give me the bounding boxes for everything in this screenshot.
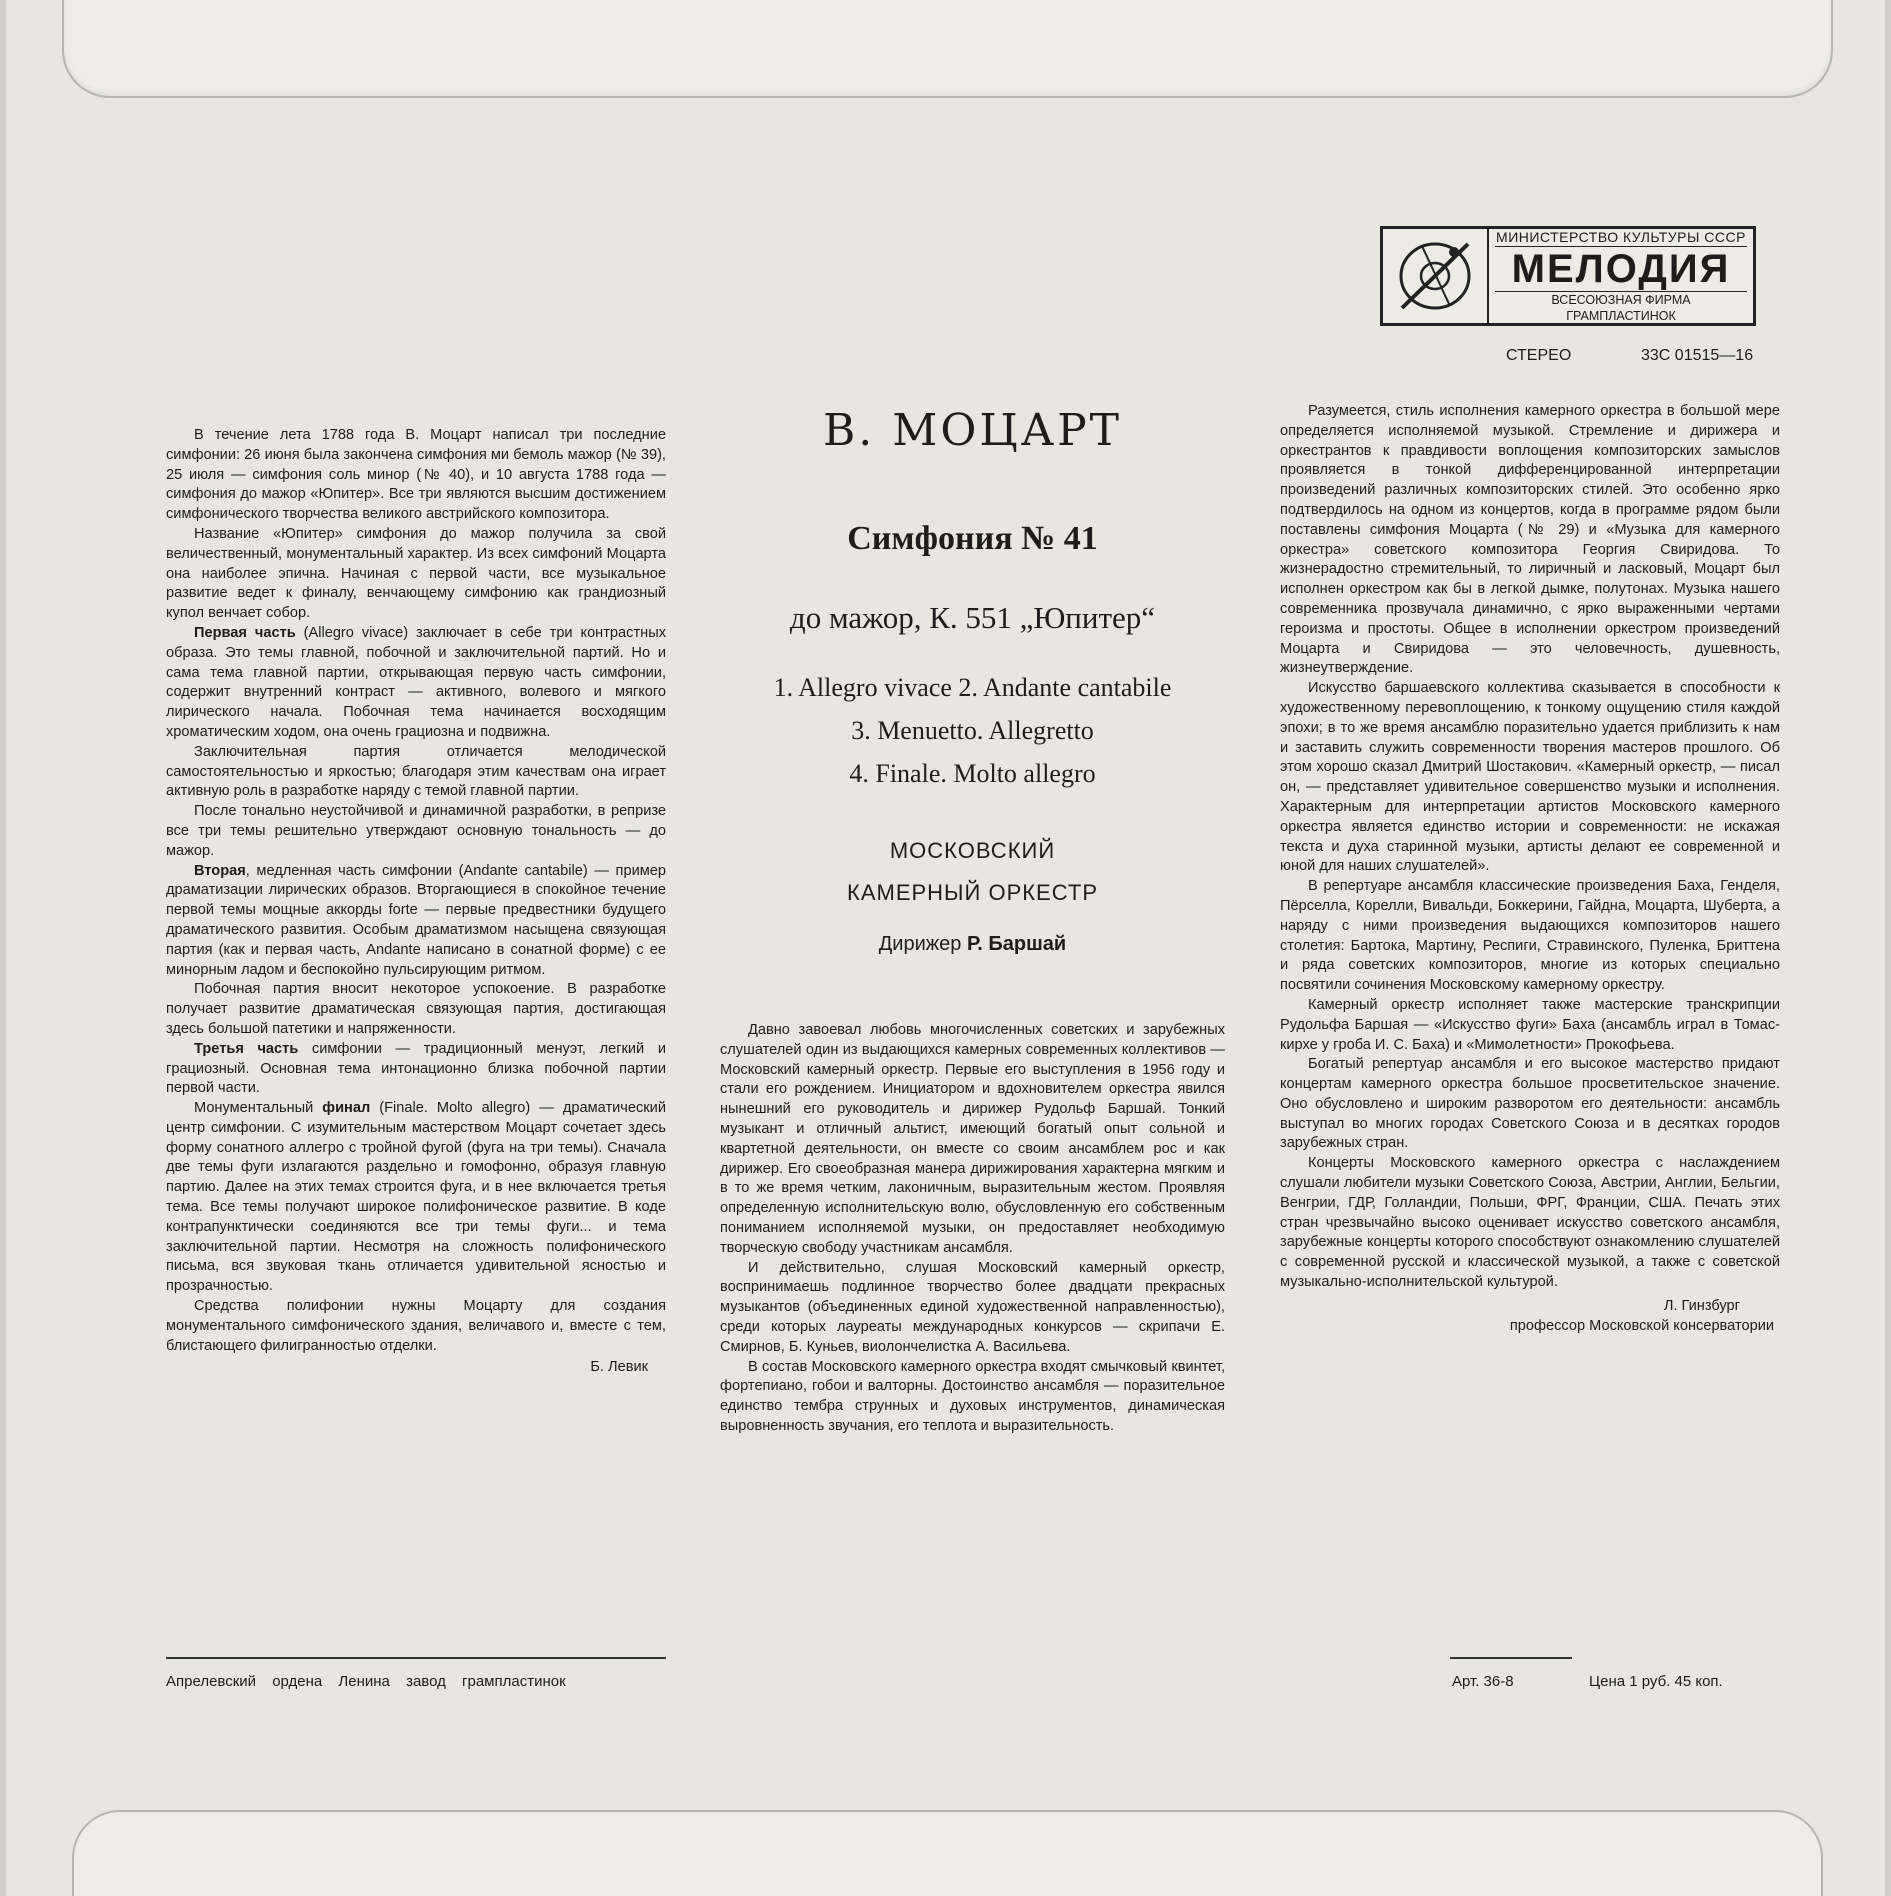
brand-name: МЕЛОДИЯ: [1511, 247, 1731, 291]
firm-text: ВСЕСОЮЗНАЯ ФИРМА ГРАМПЛАСТИНОК: [1495, 291, 1747, 324]
notes-column-right: [1280, 402, 1780, 1336]
movements-line-3: 4. Finale. Molto allegro: [849, 759, 1096, 788]
paragraph: Богатый репертуар ансамбля и его высокое мастерство придают концертам камерного оркестра большое просветительское значение. Оно обусловлено и широким разворотом его деятельности: ансамбль выступал во многих городах Советского Союза и в десятках городов зарубежных стран.: [1280, 1056, 1780, 1152]
composer-name: В. МОЦАРТ: [822, 405, 1123, 456]
signature-levik: Б. Левик: [590, 1359, 648, 1376]
orchestra-line-2: КАМЕРНЫЙ ОРКЕСТР: [847, 880, 1098, 905]
bold-term: Третья часть: [194, 1040, 299, 1057]
bold-term: Вторая: [194, 862, 246, 879]
paragraph: Камерный оркестр исполняет также мастерские транскрипции Рудольфа Баршая — «Искусство фуги» Баха (ансамбль играл в Томас-кирхе у гроба И. С. Баха) и «Мимолетности» Прокофьева.: [1280, 996, 1780, 1053]
sleeve-top-flap: [62, 0, 1833, 98]
notes-column-left: [166, 426, 666, 1378]
symphony-key: до мажор, К. 551 „Юпитер“: [789, 600, 1156, 635]
price: Цена 1 руб. 45 коп.: [1589, 1673, 1723, 1690]
paragraph: В течение лета 1788 года В. Моцарт написал три последние симфонии: 26 июня была закончена симфония ми бемоль мажор (№ 39), 25 июля — симфония соль минор (№ 40), и 10 августа 1788 года — симфония до мажор «Юпитер». Все три являются высшим достижением симфонического творчества великого австрийского композитора.: [166, 427, 666, 523]
bold-term: финал: [322, 1100, 371, 1117]
paragraph: Средства полифонии нужны Моцарту для создания монументального симфонического здания, величавого и, вместе с тем, блистающего филигранностью отделки.: [166, 1298, 666, 1354]
paragraph: Третья часть симфонии — традиционный менуэт, легкий и грациозный. Основная тема интонационно близка побочной партии первой части.: [166, 1040, 666, 1097]
signature-title: профессор Московской консерватории: [1509, 1317, 1774, 1334]
paragraph: Монументальный финал (Finale. Molto allegro) — драматический центр симфонии. С изумительным мастерством Моцарт сочетает здесь форму сонатного аллегро с тройной фугой (фуга на три темы). Сначала две темы фуги излагаются раздельно и гомофонно, образуя главную партию. Далее на этих темах строится фуга, и в нее включается третья тема. Все темы получают широкое полифоническое развитие. В коде контрапунктически соединяются все три темы фуги... и тема заключительной партии. Несмотря на сложность полифонического письма, вся звуковая ткань отличается удивительной ясностью и прозрачностью.: [166, 1100, 666, 1295]
paragraph: Заключительная партия отличается мелодической самостоятельностью и яркостью; благодаря этим качествам она играет активную роль в разработке наряду с темой главной партии.: [166, 743, 666, 800]
movements-line-1: 1. Allegro vivace 2. Andante cantabile: [773, 673, 1172, 702]
paragraph: В репертуаре ансамбля классические произведения Баха, Генделя, Пёрселла, Корелли, Вивальди, Боккерини, Гайдна, Моцарта, Шуберта, а наряду с ними произведения выдающихся композиторов нашего столетия: Бартока, Мартину, Респиги, Стравинского, Пуленка, Бриттена и ряда советских композиторов, многие из которых специально посвятили сочинения Московскому камерному оркестру.: [1280, 878, 1780, 994]
sleeve-bottom-flap: [72, 1810, 1823, 1896]
ministry-text: МИНИСТЕРСТВО КУЛЬТУРЫ СССР: [1496, 229, 1746, 245]
movements-line-2: 3. Menuetto. Allegretto: [851, 716, 1094, 745]
paragraph: После тонально неустойчивой и динамичной разработки, в репризе все три темы решительно утверждают основную тональность — до мажор.: [166, 803, 666, 859]
catalog-number: 33С 01515—16: [1641, 347, 1754, 364]
pressing-plant: Апрелевский ордена Ленина завод грампластинок: [166, 1673, 566, 1690]
paragraph: Побочная партия вносит некоторое успокоение. В разработке получает развитие драматическая связующая партия, достигающая здесь большой патетики и напряженности.: [166, 981, 666, 1037]
paragraph: Концерты Московского камерного оркестра с наслаждением слушали любители музыки Советского Союза, Австрии, Англии, Бельгии, Венгрии, ГДР, Голландии, Польши, ФРГ, Франции, США. Печать этих стран чрезвычайно высоко оценивает искусство советского ансамбля, зарубежные концерты которого способствуют ознакомлению слушателей с современной русской и классической музыкой, а также с советской музыкально-исполнительской культурой.: [1280, 1155, 1780, 1291]
orchestra-line-1: МОСКОВСКИЙ: [889, 838, 1056, 863]
sleeve-edge-right: [1885, 0, 1891, 1896]
paragraph: Вторая, медленная часть симфонии (Andante cantabile) — пример драматизации лирических образов. Вторгающиеся в спокойное течение первой темы мощные аккорды forte — первые предвестники будущего драматического развития. Особым драматизмом насыщена связующая партия (как и первая часть, Andante написано в сонатной форме) с ее минорным ладом и беспокойно пульсирующим ритмом.: [166, 862, 666, 978]
conductor: [700, 933, 1245, 956]
signature-ginzburg: Л. Гинзбург: [1663, 1297, 1740, 1314]
melodiya-emblem-icon: [1383, 229, 1489, 323]
paragraph: Давно завоевал любовь многочисленных советских и зарубежных слушателей один из выдающихся камерных современных коллективов — Московский камерный оркестр. Первые его выступления в 1956 году и стали его рождением. Инициатором и вдохновителем оркестра явился нынешний его руководитель и дирижер Рудольф Баршай. Тонкий музыкант и отличный альтист, имеющий богатый опыт сольной и квартетной деятельности, он вместе со своим ансамблем рос и как дирижер. Его своеобразная манера дирижирования характерна мягким и в то же время четким, лаконичным, выразительным жестом. Проявляя определенную исполнительскую волю, обусловленную его собственным пониманием исполняемой музыки, он предоставляет необходимую творческую свободу участникам ансамбля.: [720, 1022, 1225, 1256]
paragraph: Первая часть (Allegro vivace) заключает в себе три контрастных образа. Это темы главной, побочной и заключительной партий. Но и сама тема главной партии, открывающая первую часть симфонии, содержит внутренний контраст — активного, волевого и мягкого лирического начала. Побочная тема начинается восходящим хроматическим ходом, она очень грациозна и подвижна.: [166, 624, 666, 740]
conductor-label: Дирижер: [878, 933, 962, 955]
symphony-title: Симфония № 41: [847, 520, 1098, 557]
article-number: Арт. 36-8: [1452, 1673, 1514, 1690]
footer-rule-left: [166, 1657, 666, 1659]
paragraph: Искусство баршаевского коллектива сказывается в способности к художественному перевоплощению, к тонкому ощущению стиля каждой эпохи; в то же время ансамблю поразительно удается приблизить к нам и заставить служить современности творения мастеров прошлого. Об этом хорошо сказал Дмитрий Шостакович. «Камерный оркестр, — писал он, — представляет удивительное совершенство музыки и исполнения. Характерным для интерпретации артистов Московского камерного оркестра является единство истории и современности: не искажая текста и духа старинной музыки, артисты делают ее современной и юной для наших слушателей».: [1280, 680, 1780, 875]
paragraph: Название «Юпитер» симфония до мажор получила за свой величественный, монументальный характер. Из всех симфоний Моцарта она наиболее эпична. Начиная с первой части, все музыкальное развитие ведет к финалу, венчающему симфонию как грандиозный купол венчает собор.: [166, 525, 666, 622]
notes-column-center: [720, 1021, 1225, 1437]
paragraph: В состав Московского камерного оркестра входят смычковый квинтет, фортепиано, гобои и валторны. Достоинство ансамбля — поразительное единство тембра струнных и духовых инструментов, динамическая выровненность звучания, его теплота и выразительность.: [720, 1358, 1225, 1434]
footer-rule-right: [1450, 1657, 1572, 1659]
bold-term: Первая часть: [194, 624, 296, 641]
paragraph: И действительно, слушая Московский камерный оркестр, воспринимаешь подлинное творчество более двадцати прекрасных музыкантов (объединенных единой художественной направленностью), среди которых лауреаты международных конкурсов — скрипачи Е. Смирнов, Б. Куньев, виолончелистка А. Васильева.: [720, 1259, 1225, 1355]
stereo-label: СТЕРЕО: [1506, 347, 1572, 364]
melodiya-logo: [1380, 226, 1756, 326]
conductor-name: Р. Баршай: [966, 933, 1067, 955]
melodiya-logo-text: [1489, 229, 1753, 323]
sleeve-edge-left: [0, 0, 6, 1896]
paragraph: Разумеется, стиль исполнения камерного оркестра в большой мере определяется исполняемой музыкой. Стремление и дирижера и оркестрантов к правдивости воплощения композиторских замыслов проявляется в тонкой дифференцированной интерпретации произведений различных композиторских стилей. Это особенно ярко подтвердилось на одном из концертов, когда в программе рядом были поставлены симфония Моцарта (№ 29) и «Музыка для камерного оркестра» советского композитора Георгия Свиридова. То жизнерадостно стремительный, то лиричный и ласковый, Моцарт был исполнен оркестром как бы в легкой дымке, полутонах. Музыка нашего современника прозвучала динамично, с ярко выраженными чертами героизма и простоты. Общее в исполнении оркестром произведений Моцарта и Свиридова — это человечность, душевность, жизнеутверждение.: [1280, 403, 1780, 677]
